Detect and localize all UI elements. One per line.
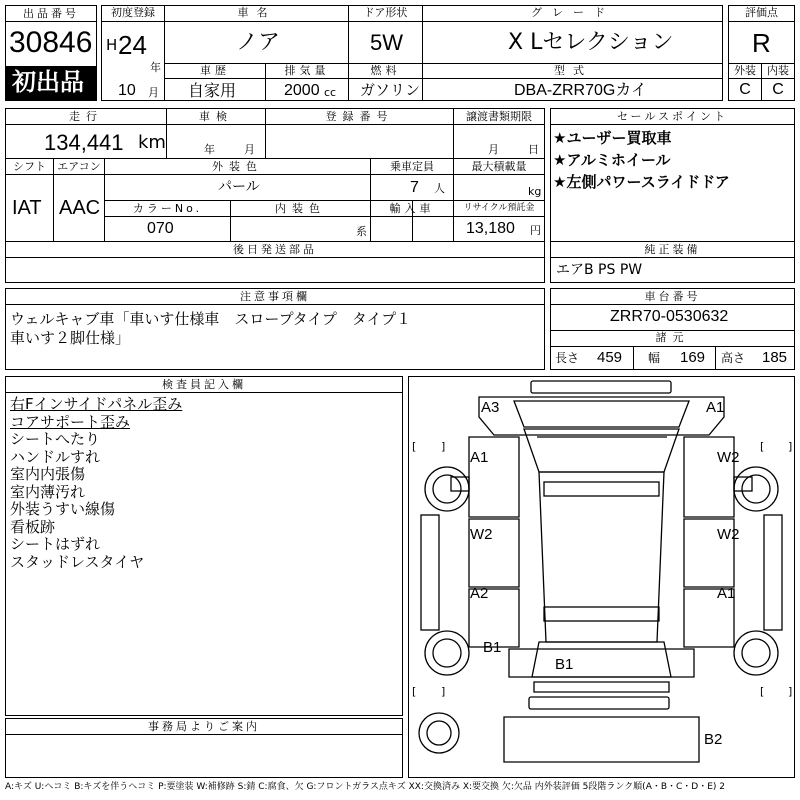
ac-label: エアコン bbox=[57, 160, 101, 173]
bracket: ] bbox=[441, 685, 446, 698]
vehicle-diagram bbox=[409, 377, 794, 777]
bracket: ] bbox=[788, 440, 793, 453]
bracket: ] bbox=[788, 685, 793, 698]
capacity-label: 乗車定員 bbox=[390, 160, 434, 173]
mileage-label: 走行 bbox=[69, 110, 103, 123]
history-label: 車歴 bbox=[200, 64, 230, 77]
inspector-note: シートはずれ bbox=[10, 535, 101, 553]
inspector-note: 室内内張傷 bbox=[10, 465, 86, 483]
doors: 5W bbox=[370, 30, 403, 55]
width-label: 幅 bbox=[648, 351, 661, 365]
bracket: [ bbox=[412, 440, 417, 453]
later-parts-label: 後日発送部品 bbox=[6, 242, 544, 258]
caution-line-1: ウェルキャブ車「車いす仕様車 スロープタイプ タイプ１ bbox=[10, 310, 412, 328]
inspector-note: コアサポート歪み bbox=[10, 412, 131, 431]
sales-point-3: ★左側パワースライドドア bbox=[553, 173, 730, 191]
bracket: [ bbox=[412, 685, 417, 698]
mileage: 134,441 bbox=[44, 130, 124, 155]
interior-grade: C bbox=[772, 81, 784, 98]
color-label: 外装色 bbox=[212, 160, 263, 173]
damage-mark: B2 bbox=[704, 731, 723, 748]
recycle-amount: 13,180 bbox=[466, 220, 515, 237]
damage-mark: W2 bbox=[717, 526, 740, 543]
exterior-color: パール bbox=[218, 179, 260, 195]
recycle-label: リサイクル預託金 bbox=[463, 203, 535, 213]
doors-label: ドア形状 bbox=[363, 6, 408, 19]
fuel-label: 燃料 bbox=[370, 64, 401, 77]
model-label: 型式 bbox=[554, 64, 592, 77]
reg-month: 10 bbox=[118, 82, 136, 99]
details-box bbox=[5, 108, 545, 242]
reg-year: 24 bbox=[118, 30, 147, 60]
inspector-note: スタッドレスタイヤ bbox=[10, 552, 145, 571]
damage-mark: A1 bbox=[706, 399, 725, 416]
exterior-label: 外装 bbox=[734, 64, 756, 77]
height: 185 bbox=[762, 349, 788, 366]
car-name-label: 車名 bbox=[237, 6, 276, 19]
equipment-label: 純正装備 bbox=[551, 242, 794, 258]
damage-mark: A2 bbox=[470, 585, 489, 602]
score: R bbox=[752, 28, 771, 58]
inspector-note: 右Fインサイドパネル歪み bbox=[10, 395, 183, 413]
chassis-label: 車台番号 bbox=[551, 289, 794, 305]
transfer-label: 譲渡書類期限 bbox=[466, 110, 532, 123]
score-label: 評価点 bbox=[745, 6, 778, 19]
grade-label: グレード bbox=[531, 6, 615, 19]
int-color-label: 内装色 bbox=[275, 202, 326, 215]
mileage-unit: km bbox=[138, 132, 166, 153]
year-unit: 年 bbox=[150, 61, 161, 74]
grade: X Lセレクション bbox=[508, 30, 674, 55]
displacement-label: 排気量 bbox=[284, 64, 330, 77]
caution-label: 注意事項欄 bbox=[6, 289, 544, 305]
damage-mark: A1 bbox=[717, 585, 736, 602]
length-label: 長さ bbox=[555, 351, 580, 365]
inspector-note: 室内薄汚れ bbox=[10, 482, 86, 501]
bracket: ] bbox=[441, 440, 446, 453]
transfer-month-unit: 月 bbox=[488, 143, 499, 156]
chassis-number: ZRR70-0530632 bbox=[610, 308, 729, 325]
plate-label: 登録番号 bbox=[325, 110, 394, 123]
caution-line-2: 車いす２脚仕様」 bbox=[10, 329, 131, 347]
month-unit: 月 bbox=[148, 86, 159, 99]
inspector-note: 外装うすい線傷 bbox=[10, 500, 116, 518]
inspector-label: 検査員記入欄 bbox=[6, 377, 402, 393]
height-label: 高さ bbox=[721, 351, 746, 365]
inspection-month-unit: 月 bbox=[244, 143, 255, 156]
shift: IAT bbox=[12, 197, 42, 219]
first-listing-badge-text: 初出品 bbox=[12, 68, 84, 96]
import-label: 輸入車 bbox=[389, 202, 435, 215]
ac: AAC bbox=[59, 197, 101, 219]
equipment-value: エアB PS PW bbox=[556, 262, 643, 278]
dims-label: 諸元 bbox=[655, 331, 690, 344]
legend: A:キズ U:ヘコミ B:キズを伴うヘコミ P:要塗装 W:補修跡 S:錆 C:腐食、欠 G:フロントガラス点キズ XX:交換済み X:要交換 欠:欠品 内外装評価 5段階ランク順(A・B・C・D・E) 2 bbox=[5, 782, 726, 792]
bracket: [ bbox=[760, 440, 765, 453]
sales-label: セールスポイント bbox=[551, 109, 794, 125]
era: H bbox=[106, 36, 118, 54]
damage-mark: A3 bbox=[481, 399, 500, 416]
displacement: 2000 bbox=[284, 82, 320, 99]
sales-point-1: ★ユーザー買取車 bbox=[553, 129, 672, 147]
damage-mark: B1 bbox=[483, 639, 502, 656]
color-no: 070 bbox=[147, 220, 174, 237]
history: 自家用 bbox=[188, 81, 237, 100]
bracket: [ bbox=[760, 685, 765, 698]
damage-mark: W2 bbox=[470, 526, 493, 543]
recycle-unit: 円 bbox=[530, 224, 541, 237]
load-label: 最大積載量 bbox=[471, 160, 527, 173]
inspector-notes bbox=[10, 396, 182, 571]
first-reg-label: 初度登録 bbox=[111, 6, 155, 19]
lot-label: 出品番号 bbox=[6, 6, 96, 22]
capacity-unit: 人 bbox=[434, 182, 445, 195]
inspector-note: 看板跡 bbox=[10, 517, 56, 536]
load-unit: kg bbox=[528, 185, 542, 198]
damage-mark: B1 bbox=[555, 656, 574, 673]
damage-mark: W2 bbox=[717, 449, 740, 466]
shift-label: シフト bbox=[13, 160, 46, 173]
damage-mark: A1 bbox=[470, 449, 489, 466]
int-color-unit: 系 bbox=[356, 225, 367, 238]
lot-number: 30846 bbox=[9, 26, 93, 59]
length: 459 bbox=[597, 349, 623, 366]
width: 169 bbox=[680, 349, 706, 366]
inspector-note: ハンドルすれ bbox=[10, 447, 101, 466]
interior-label: 内装 bbox=[767, 64, 789, 77]
capacity: 7 bbox=[410, 179, 419, 196]
displacement-unit: cc bbox=[324, 86, 337, 99]
office-label: 事務局よりご案内 bbox=[6, 719, 402, 735]
inspection-year-unit: 年 bbox=[204, 143, 215, 156]
model: DBA-ZRR70Gカイ bbox=[514, 82, 647, 99]
sales-point-2: ★アルミホイール bbox=[553, 151, 671, 169]
inspector-note: シートへたり bbox=[10, 430, 101, 448]
fuel: ガソリン bbox=[360, 81, 421, 99]
color-no-label: カラーNo. bbox=[132, 202, 203, 215]
inspection-label: 車検 bbox=[199, 110, 233, 123]
car-name: ノア bbox=[236, 30, 281, 55]
exterior-grade: C bbox=[739, 81, 751, 98]
transfer-day-unit: 日 bbox=[528, 143, 539, 156]
